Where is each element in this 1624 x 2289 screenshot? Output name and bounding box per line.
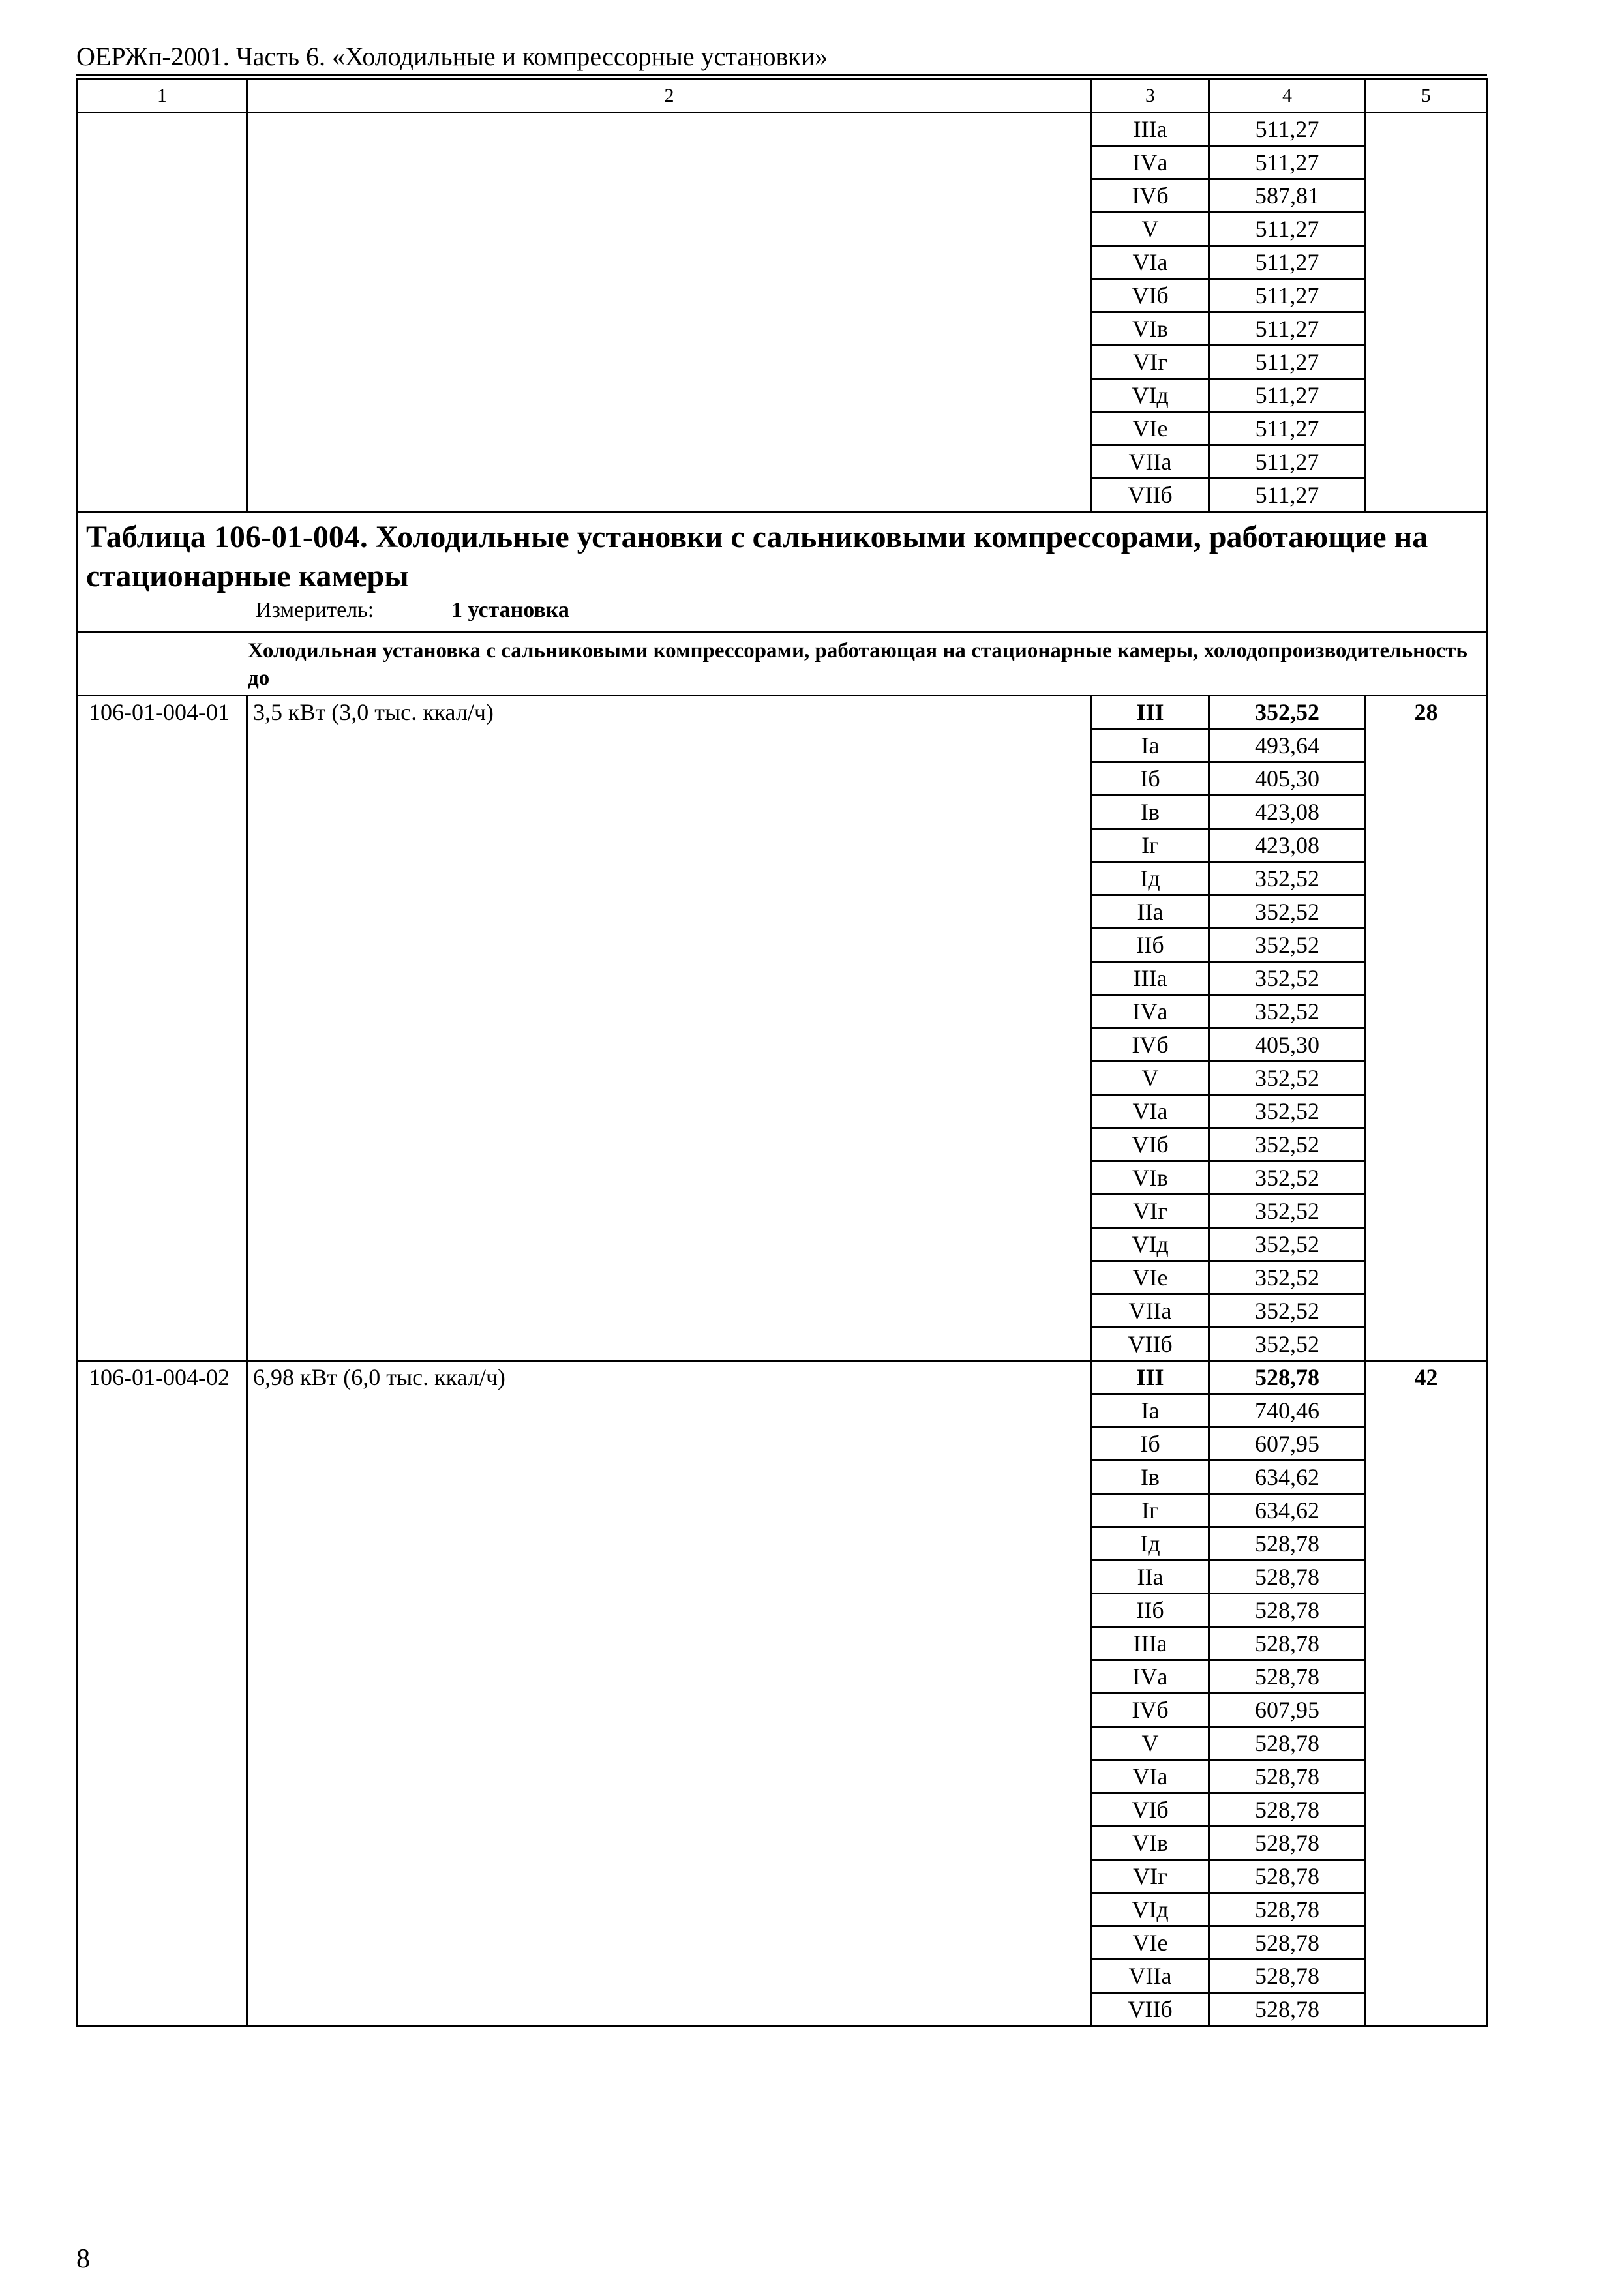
section-row	[78, 633, 1487, 696]
value-cell: 587,81	[1209, 179, 1366, 213]
table-title: Таблица 106-01-004. Холодильные установки с сальниковыми компрессорами, работающие на стационарные камеры	[86, 520, 1428, 593]
zone-cell: Iв	[1092, 1461, 1209, 1494]
zone-cell: IIIа	[1092, 962, 1209, 995]
zone-cell: VIг	[1092, 1860, 1209, 1893]
value-cell: 405,30	[1209, 1028, 1366, 1062]
zone-cell: VIе	[1092, 1261, 1209, 1294]
table-title-row	[78, 512, 1487, 633]
zone-cell: VIIа	[1092, 1960, 1209, 1993]
zone-cell: VIе	[1092, 1926, 1209, 1960]
value-cell: 352,52	[1209, 895, 1366, 929]
page-header: ОЕРЖп-2001. Часть 6. «Холодильные и компрессорные установки»	[76, 42, 828, 71]
unit-line	[86, 596, 1481, 625]
value-cell: 528,78	[1209, 1561, 1366, 1594]
code-cell-empty	[78, 113, 247, 512]
value-cell: 352,52	[1209, 1128, 1366, 1161]
value-cell: 352,52	[1209, 1095, 1366, 1128]
zone-cell: IIа	[1092, 895, 1209, 929]
value-cell: 405,30	[1209, 762, 1366, 796]
zone-cell: VIд	[1092, 1228, 1209, 1261]
zone-cell: VIв	[1092, 312, 1209, 346]
value-cell: 511,27	[1209, 279, 1366, 312]
value-cell: 352,52	[1209, 696, 1366, 729]
value-cell: 528,78	[1209, 1594, 1366, 1627]
rates-table-body	[78, 80, 1487, 2026]
value-cell: 352,52	[1209, 1161, 1366, 1195]
column-number: 3	[1092, 80, 1209, 113]
zone-cell: IVб	[1092, 179, 1209, 213]
zone-cell: VIе	[1092, 412, 1209, 445]
page-number: 8	[76, 2244, 90, 2274]
zone-cell: VIв	[1092, 1161, 1209, 1195]
value-cell: 352,52	[1209, 1328, 1366, 1361]
value-cell: 528,78	[1209, 1660, 1366, 1694]
zone-cell: Iб	[1092, 1428, 1209, 1461]
table-title-cell	[78, 512, 1487, 633]
zone-cell: IVб	[1092, 1028, 1209, 1062]
value-cell: 493,64	[1209, 729, 1366, 762]
table-row	[78, 1361, 1487, 1394]
labor-cell-empty	[1366, 113, 1487, 512]
value-cell: 528,78	[1209, 1793, 1366, 1827]
column-number: 5	[1366, 80, 1487, 113]
zone-cell: VIIа	[1092, 1294, 1209, 1328]
value-cell: 634,62	[1209, 1494, 1366, 1527]
value-cell: 352,52	[1209, 1062, 1366, 1095]
value-cell: 511,27	[1209, 246, 1366, 279]
zone-cell: IIа	[1092, 1561, 1209, 1594]
zone-cell: Iд	[1092, 862, 1209, 895]
value-cell: 528,78	[1209, 1960, 1366, 1993]
zone-cell: Iг	[1092, 1494, 1209, 1527]
zone-cell: IVа	[1092, 995, 1209, 1028]
table-row	[78, 113, 1487, 146]
zone-cell: IVа	[1092, 1660, 1209, 1694]
zone-cell: IIIа	[1092, 1627, 1209, 1660]
zone-cell: VIа	[1092, 1760, 1209, 1793]
zone-cell: IVа	[1092, 146, 1209, 179]
zone-cell: Iа	[1092, 1394, 1209, 1428]
table-row	[78, 696, 1487, 729]
column-numbers-row	[78, 80, 1487, 113]
value-cell: 528,78	[1209, 1893, 1366, 1926]
value-cell: 352,52	[1209, 1228, 1366, 1261]
zone-cell: VIв	[1092, 1827, 1209, 1860]
item-name: 6,98 кВт (6,0 тыс. ккал/ч)	[247, 1361, 1092, 2026]
zone-cell: VIIб	[1092, 1993, 1209, 2026]
value-cell: 511,27	[1209, 379, 1366, 412]
value-cell: 352,52	[1209, 862, 1366, 895]
zone-cell: IVб	[1092, 1694, 1209, 1727]
labor-cell: 42	[1366, 1361, 1487, 2026]
zone-cell: VIб	[1092, 279, 1209, 312]
value-cell: 740,46	[1209, 1394, 1366, 1428]
value-cell: 423,08	[1209, 796, 1366, 829]
zone-cell: III	[1092, 696, 1209, 729]
header-rule	[76, 74, 1487, 76]
value-cell: 511,27	[1209, 113, 1366, 146]
column-number: 1	[78, 80, 247, 113]
zone-cell: VIг	[1092, 346, 1209, 379]
value-cell: 352,52	[1209, 995, 1366, 1028]
value-cell: 528,78	[1209, 1760, 1366, 1793]
zone-cell: Iа	[1092, 729, 1209, 762]
value-cell: 511,27	[1209, 146, 1366, 179]
zone-cell: VIIб	[1092, 1328, 1209, 1361]
value-cell: 511,27	[1209, 312, 1366, 346]
zone-cell: VIIб	[1092, 479, 1209, 512]
value-cell: 528,78	[1209, 1926, 1366, 1960]
zone-cell: VIб	[1092, 1793, 1209, 1827]
value-cell: 511,27	[1209, 346, 1366, 379]
zone-cell: IIIа	[1092, 113, 1209, 146]
item-code: 106-01-004-02	[78, 1361, 247, 2026]
value-cell: 634,62	[1209, 1461, 1366, 1494]
column-number: 2	[247, 80, 1092, 113]
zone-cell: Iг	[1092, 829, 1209, 862]
value-cell: 528,78	[1209, 1860, 1366, 1893]
item-name: 3,5 кВт (3,0 тыс. ккал/ч)	[247, 696, 1092, 1361]
value-cell: 511,27	[1209, 445, 1366, 479]
value-cell: 607,95	[1209, 1694, 1366, 1727]
value-cell: 352,52	[1209, 1261, 1366, 1294]
unit-value: 1 установка	[451, 598, 569, 622]
value-cell: 352,52	[1209, 962, 1366, 995]
zone-cell: VIа	[1092, 1095, 1209, 1128]
zone-cell: IIб	[1092, 1594, 1209, 1627]
labor-cell: 28	[1366, 696, 1487, 1361]
zone-cell: V	[1092, 1062, 1209, 1095]
value-cell: 511,27	[1209, 213, 1366, 246]
value-cell: 511,27	[1209, 479, 1366, 512]
value-cell: 607,95	[1209, 1428, 1366, 1461]
zone-cell: VIг	[1092, 1195, 1209, 1228]
unit-label: Измеритель:	[256, 598, 374, 622]
zone-cell: Iв	[1092, 796, 1209, 829]
value-cell: 423,08	[1209, 829, 1366, 862]
value-cell: 511,27	[1209, 412, 1366, 445]
column-number: 4	[1209, 80, 1366, 113]
value-cell: 528,78	[1209, 1527, 1366, 1561]
zone-cell: III	[1092, 1361, 1209, 1394]
item-code: 106-01-004-01	[78, 696, 247, 1361]
zone-cell: VIIа	[1092, 445, 1209, 479]
zone-cell: VIб	[1092, 1128, 1209, 1161]
value-cell: 528,78	[1209, 1727, 1366, 1760]
zone-cell: Iб	[1092, 762, 1209, 796]
value-cell: 528,78	[1209, 1627, 1366, 1660]
zone-cell: VIд	[1092, 379, 1209, 412]
section-heading: Холодильная установка с сальниковыми компрессорами, работающая на стационарные камеры, холодопроизводительность до	[78, 633, 1487, 696]
zone-cell: VIд	[1092, 1893, 1209, 1926]
zone-cell: V	[1092, 213, 1209, 246]
zone-cell: Iд	[1092, 1527, 1209, 1561]
zone-cell: VIа	[1092, 246, 1209, 279]
value-cell: 528,78	[1209, 1993, 1366, 2026]
value-cell: 352,52	[1209, 1294, 1366, 1328]
zone-cell: V	[1092, 1727, 1209, 1760]
value-cell: 352,52	[1209, 929, 1366, 962]
zone-cell: IIб	[1092, 929, 1209, 962]
name-cell-empty	[247, 113, 1092, 512]
value-cell: 528,78	[1209, 1361, 1366, 1394]
value-cell: 528,78	[1209, 1827, 1366, 1860]
rates-table	[76, 78, 1488, 2027]
value-cell: 352,52	[1209, 1195, 1366, 1228]
